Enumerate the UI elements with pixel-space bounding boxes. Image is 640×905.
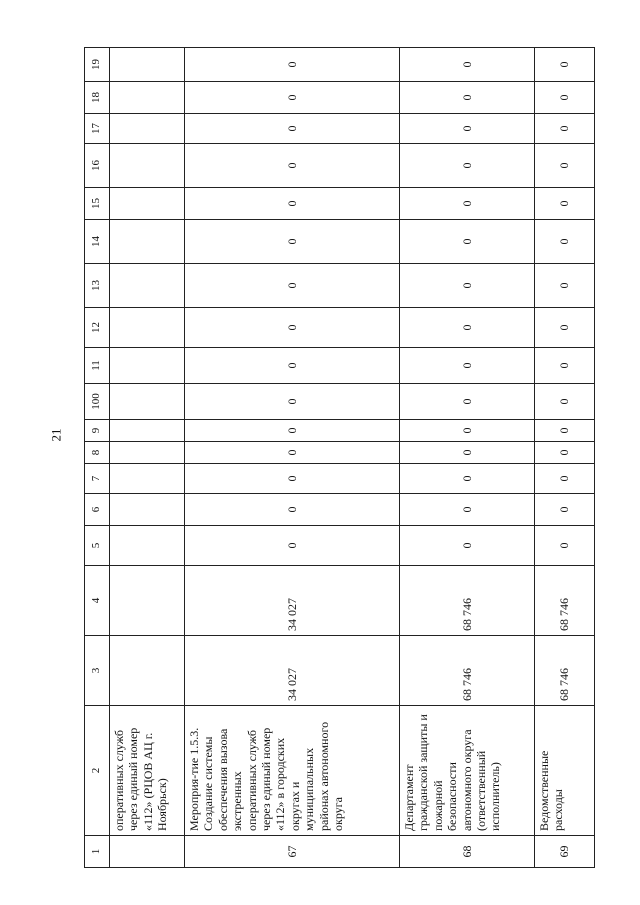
col-header: 14: [85, 220, 110, 264]
value-cell: 0: [400, 144, 535, 188]
col-header: 5: [85, 526, 110, 566]
value-cell: [110, 442, 185, 464]
value-cell: [110, 188, 185, 220]
col-header: 6: [85, 494, 110, 526]
table-row: [185, 48, 400, 868]
row-name: оперативных служб через единый номер «112» (РЦОВ АЦ г. Ноябрьск): [110, 706, 185, 836]
value-cell: 0: [185, 114, 400, 144]
value-cell: [110, 384, 185, 420]
cell-col3: [110, 636, 185, 706]
value-cell: [110, 144, 185, 188]
value-cell: 0: [535, 526, 595, 566]
value-cell: 0: [185, 308, 400, 348]
value-cell: 0: [400, 420, 535, 442]
value-cell: 0: [400, 82, 535, 114]
value-cell: 0: [185, 348, 400, 384]
value-cell: 0: [535, 384, 595, 420]
col-header: 2: [85, 706, 110, 836]
value-cell: 0: [185, 494, 400, 526]
cell-col4: [110, 566, 185, 636]
value-cell: [110, 494, 185, 526]
value-cell: [110, 220, 185, 264]
col-header: 12: [85, 308, 110, 348]
value-cell: [110, 348, 185, 384]
col-header: 17: [85, 114, 110, 144]
value-cell: [110, 526, 185, 566]
value-cell: [110, 82, 185, 114]
value-cell: 0: [535, 48, 595, 82]
value-cell: 0: [185, 188, 400, 220]
value-cell: 0: [400, 220, 535, 264]
value-cell: 0: [400, 48, 535, 82]
value-cell: 0: [400, 264, 535, 308]
col-header: 16: [85, 144, 110, 188]
value-cell: 0: [400, 526, 535, 566]
cell-col4: 34 027: [185, 566, 400, 636]
row-number: 67: [185, 836, 400, 868]
value-cell: 0: [400, 114, 535, 144]
cell-col4: 68 746: [535, 566, 595, 636]
value-cell: 0: [185, 420, 400, 442]
cell-col3: 68 746: [535, 636, 595, 706]
value-cell: 0: [185, 384, 400, 420]
value-cell: 0: [535, 464, 595, 494]
table-row: [535, 48, 595, 868]
col-header: 1: [85, 836, 110, 868]
budget-table: [84, 47, 595, 868]
row-name: Мероприя-тие 1.5.3. Создание системы обеспечения вызова экстренных оперативных служб через единый номер «112» в городских округах и муниципальных районах автономного округа: [185, 706, 400, 836]
value-cell: 0: [400, 308, 535, 348]
value-cell: 0: [400, 464, 535, 494]
value-cell: 0: [185, 464, 400, 494]
value-cell: [110, 464, 185, 494]
value-cell: 0: [400, 348, 535, 384]
value-cell: 0: [535, 494, 595, 526]
value-cell: 0: [535, 114, 595, 144]
value-cell: 0: [400, 494, 535, 526]
value-cell: 0: [185, 82, 400, 114]
value-cell: 0: [535, 348, 595, 384]
value-cell: 0: [535, 220, 595, 264]
value-cell: 0: [535, 144, 595, 188]
header-row: [85, 48, 110, 868]
value-cell: [110, 308, 185, 348]
col-header: 18: [85, 82, 110, 114]
value-cell: 0: [400, 384, 535, 420]
value-cell: 0: [185, 48, 400, 82]
col-header: 3: [85, 636, 110, 706]
col-header: 19: [85, 48, 110, 82]
cell-col3: 68 746: [400, 636, 535, 706]
row-name: Ведомственные расходы: [535, 706, 595, 836]
value-cell: [110, 114, 185, 144]
value-cell: 0: [400, 442, 535, 464]
value-cell: 0: [535, 264, 595, 308]
col-header: 4: [85, 566, 110, 636]
table-row: [110, 48, 185, 868]
value-cell: 0: [535, 420, 595, 442]
row-number: 69: [535, 836, 595, 868]
value-cell: 0: [400, 188, 535, 220]
value-cell: 0: [535, 82, 595, 114]
col-header: 7: [85, 464, 110, 494]
table-row: [400, 48, 535, 868]
value-cell: 0: [185, 442, 400, 464]
budget-table-sheet: [84, 48, 572, 868]
col-header: 8: [85, 442, 110, 464]
col-header: 13: [85, 264, 110, 308]
value-cell: [110, 264, 185, 308]
cell-col4: 68 746: [400, 566, 535, 636]
col-header: 15: [85, 188, 110, 220]
value-cell: [110, 48, 185, 82]
page-number: 21: [48, 428, 64, 442]
value-cell: 0: [185, 144, 400, 188]
value-cell: 0: [535, 442, 595, 464]
value-cell: 0: [535, 308, 595, 348]
value-cell: 0: [185, 220, 400, 264]
value-cell: 0: [185, 264, 400, 308]
value-cell: 0: [185, 526, 400, 566]
col-header: 9: [85, 420, 110, 442]
row-number: [110, 836, 185, 868]
col-header: 11: [85, 348, 110, 384]
cell-col3: 34 027: [185, 636, 400, 706]
value-cell: [110, 420, 185, 442]
value-cell: 0: [535, 188, 595, 220]
row-number: 68: [400, 836, 535, 868]
col-header: 100: [85, 384, 110, 420]
row-name: Департамент гражданской защиты и пожарной безопасности автономного округа (ответственный исполнитель): [400, 706, 535, 836]
